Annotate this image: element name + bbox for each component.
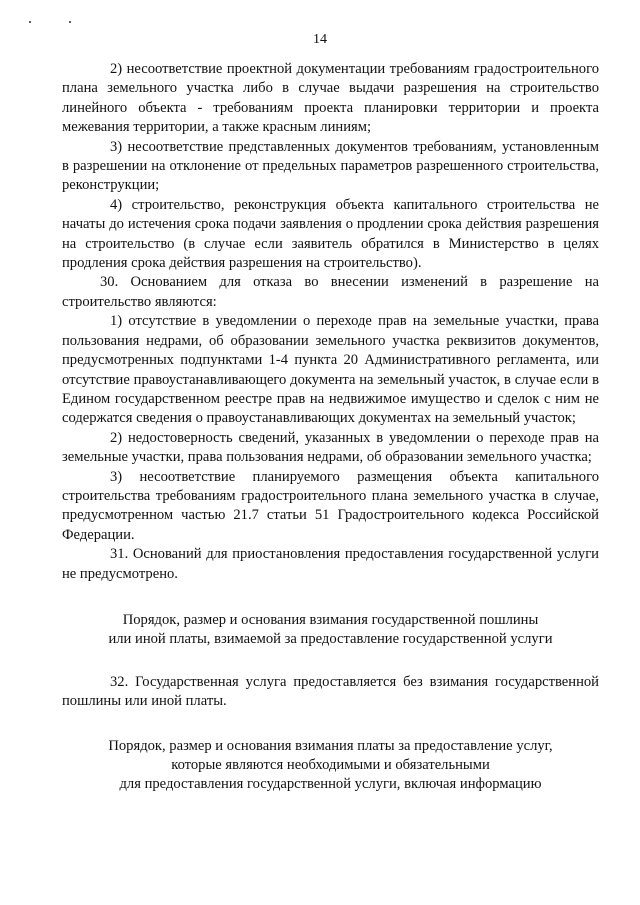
document-body bbox=[62, 60, 599, 795]
paragraph: 30. Основанием для отказа во внесении изменений в разрешение на строительство являются: bbox=[62, 274, 599, 310]
paragraph: 3) несоответствие представленных документов требованиям, установленным в разрешении на отклонение от предельных параметров разрешенного строительства, реконструкции; bbox=[62, 138, 599, 194]
page-number: 14 bbox=[313, 32, 327, 47]
paragraph: 31. Оснований для приостановления предоставления государственной услуги не предусмотрено. bbox=[62, 546, 599, 582]
paragraph: 3) несоответствие планируемого размещения объекта капитального строительства требованиям градостроительного плана земельного участка в случае, предусмотренном частью 21.7 статьи 51 Градостроительного кодекса Российской Федерации. bbox=[62, 468, 599, 543]
scan-speck bbox=[29, 21, 31, 23]
section-heading-line: Порядок, размер и основания взимания государственной пошлины bbox=[122, 611, 539, 628]
paragraph: 1) отсутствие в уведомлении о переходе прав на земельные участки, права пользования недрами, об образовании земельного участка реквизитов документов, предусмотренных подпунктами 1-4 пункта 20 Административного регламента, или отсутствие правоустанавливающего документа на земельный участок, в случае если в Едином государственном реестре прав на недвижимое имущество и сделок с ним не содержатся сведения о правоустанавливающих документах на земельный участок; bbox=[62, 313, 599, 427]
paragraph: 4) строительство, реконструкция объекта капитального строительства не начаты до истечения срока подачи заявления о продлении срока действия разрешения на строительство (в случае если заявитель обратился в Министерство в целях продления срока действия разрешения на строительство). bbox=[62, 196, 599, 272]
paragraph: 32. Государственная услуга предоставляется без взимания государственной пошлины или иной платы. bbox=[62, 673, 599, 710]
paragraph: 2) недостоверность сведений, указанных в уведомлении о переходе прав на земельные участки, права пользования недрами, об образовании земельного участка; bbox=[62, 429, 599, 466]
paragraph: 2) несоответствие проектной документации требованиям градостроительного плана земельного участка либо в случае выдачи разрешения на строительство линейного объекта - требованиям проекта планировки территории и проекта межевания территории, а также красным линиям; bbox=[62, 61, 599, 136]
section-heading-line: Порядок, размер и основания взимания платы за предоставление услуг, bbox=[108, 737, 553, 754]
section-heading-line: для предоставления государственной услуги, включая информацию bbox=[119, 776, 542, 793]
scan-speck bbox=[69, 21, 71, 23]
section-heading-line: которые являются необходимыми и обязательными bbox=[171, 757, 490, 773]
section-heading-line: или иной платы, взимаемой за предоставление государственной услуги bbox=[108, 631, 553, 648]
